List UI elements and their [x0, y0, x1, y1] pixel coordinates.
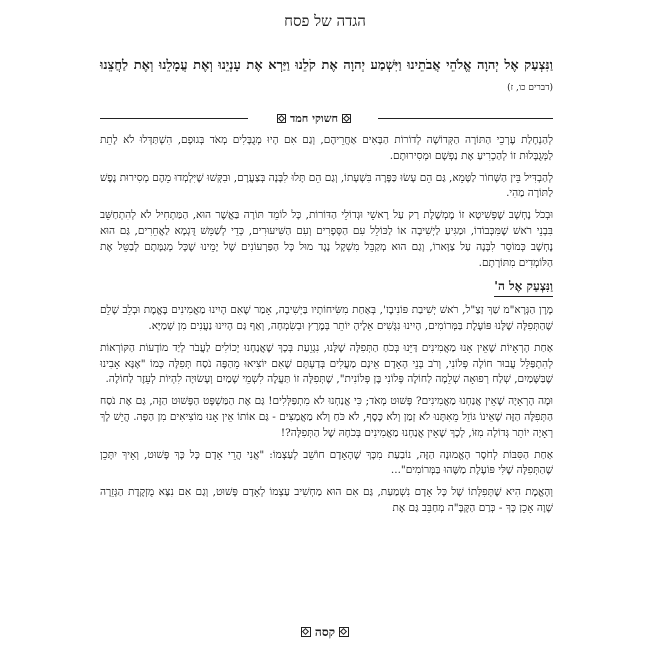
- page-number: קסה: [314, 624, 336, 639]
- ornament-icon: [301, 627, 311, 637]
- paragraph: אַחַת הָרְאָיוֹת שֶׁאֵין אָנוּ מַאֲמִינִים דַּיֵּנוּ בְּכֹחַ הַתְּפִלָּה שֶׁלָּנוּ, נִגְוֵעַת בְּכָךְ שֶׁאֲנַחְנוּ יְכוֹלִים לַעֲבֹר לְיַד מוֹדָעוֹת הַקּוֹרְאוֹת לְהִתְפַּלֵּל עֲבוּר חוֹלֶה פְּלוֹנִי, וְרֹב בְּנֵי הָאָדָם אֵינָם מַעֲלִים בְּדַעְתָּם שֶׁאִם יוֹצִיאוּ מֵהַפֶּה נֹסַח תְּפִלָּה כְּמוֹ "אָנָּא אָבִינוּ שֶׁבַּשָּׁמַיִם, שְׁלַח רְפוּאָה שְׁלֵמָה לַחוֹלֶה פְּלוֹנִי בֶּן פְּלוֹנִית", שֶׁתְּפִלָּה זוֹ תַּעֲלֶה לִשְׁמֵי שָׁמַיִם וְעָשׂוּיָה לִהְיוֹת לְעֵזֶר לַחוֹלֶה.: [100, 341, 553, 386]
- paragraph: לְהַנְחָלַת עֶרְכֵי הַתּוֹרָה הַקְּדוֹשָׁה לְדוֹרוֹת הַבָּאִים אַחֲרֵיהֶם, וְגַם אִם הָיוּ מְגֻבָּלִים מְאֹד בְּגוּפָם, הִשְׁתַּדְּלוּ לֹא לָתֵת לַמְּגֻבָּלוּת זוֹ לְהַכְרִיעַ אֶת נַפְשָׁם וּמְסִירוּתָם.: [100, 134, 553, 162]
- verse-text: וַנִּצְעַק אֶל יְהוָה אֱלֹהֵי אֲבֹתֵינוּ וַיִּשְׁמַע יְהוָה אֶת קֹלֵנוּ וַיַּרְא אֶת עָנְיֵנוּ וְאֶת עֲמָלֵנוּ וְאֶת לַחֲצֵנוּ: [100, 58, 553, 73]
- section-divider: [100, 111, 553, 125]
- ornament-icon: [339, 627, 349, 637]
- divider-line-left: [100, 118, 248, 119]
- body-text: [100, 133, 553, 523]
- paragraph: וּבְכֹל נֶחְשָׁב שֶׁפְּשִׁיטָא זוֹ מֶמְשֶׁלֶת רַק עַל רָאשֵׁי וּגְדוֹלֵי הַדּוֹרוֹת, כָּל לוֹמֵד תּוֹרָה בַּאֲשֶׁר הוּא, הַמַּתְחִיל לֹא לְהִתְחַשֵּׁב בִּבְנֵי רֹאשׁ שֶׁמִּכְּבוֹדוֹ, וּמַגִּיעַ לַיְשִׁיבָה אוֹ לַכּוֹלֵל עִם הַסְּפָרִים וְעִם הַשִּׁיעוּרִים, כְּדֵי לְשַׁמֵּשׁ דֻּגְמָא לַאֲחֵרִים, גַּם הוּא נֶחְשָׁב כְּמוֹסֵר לִבָּנָה עַל צַוָּארוֹ, וְגַם הוּא מְקַבֵּל מִשְׁקָל נֶגֶד מוּל כָּל הַפַּרְעוֹנִים שֶׁל יָמֵינוּ שֶׁכָּל מְגַמָּתָם לְבַטֵּל אֶת הַלּוֹמְדִים מִתּוֹרָתָם.: [100, 209, 553, 269]
- ornament-icon: [342, 114, 351, 123]
- page-header: הגדה של פסח: [284, 12, 366, 30]
- verse-reference: (דברים כו, ז): [507, 83, 553, 93]
- divider-line-right: [378, 118, 553, 119]
- verse-block: [100, 55, 553, 99]
- subheading: וַנִּצְעַק אֶל ה': [494, 279, 553, 297]
- section-title: חשוקי חמד: [289, 111, 339, 125]
- page-footer: [0, 624, 650, 640]
- paragraph: לְהַבְדִּיל בֵּין הַשָּׁחוֹר לַטָּמֵא, גַּם הֵם עָשׂוּ כַּפָּרָה בִּשְׁעָתוֹ, וְגַם הֵם תָּלוּ לִבָּנָה בְּצַעֲרָם, וּבִקְּשׁוּ שֶׁיִּלְמְדוּ מֵהֶם מְסִירוּת נֶפֶשׁ לַתּוֹרָה מַהִי.: [100, 171, 553, 200]
- paragraph: וְהָאֱמֶת הִיא שֶׁתְּפִלָּתוֹ שֶׁל כָּל אָדָם נִשְׁמַעַת, גַּם אִם הוּא מַחְשִׁיב עַצְמוֹ לְאָדָם פָּשׁוּט, וְגַם אִם נִצָּא מֻזְקֶדֶת הַגְּזֵרָה שָׁוָה אָכֵן כָּךְ - כְּרַם הַקָּבָּ"ה מְחַבֵּב גַּם אֶת: [100, 486, 553, 514]
- subheading-wrap: [100, 277, 553, 297]
- ornament-icon: [277, 114, 286, 123]
- paragraph: אַחַת הַסִּבּוֹת לְחֹסֶר הָאֱמוּנָה הַזֶּה, נוֹבַעַת מִכָּךְ שֶׁהָאָדָם חוֹשֵׁב לְעַצְמוֹ: "אֲנִי הֲרֵי אָדָם כָּל כָּךְ פָּשׁוּט, וְאֵיךְ יִתָּכֵן שֶׁהַתְּפִלָּה שֶׁלִּי פּוֹעֶלֶת מַשֶּׁהוּ בַּמְּרוֹמִים"...: [100, 448, 553, 477]
- paragraph: וּמָה הָרְאָיָה שֶׁאֵין אֲנַחְנוּ מַאֲמִינִים? פָּשׁוּט מְאֹד; כִּי אֲנַחְנוּ לֹא מִתְפַּלְּלִים! גַּם אֶת הַמַּשְׁפָּט הַפָּשׁוּט הַזֶּה, גַּם אֶת נֹסַח הַתְּפִלָּה הַזֶּה שֶׁאֵינוֹ גּוֹזֵל מֵאִתָּנוּ לֹא זְמַן וְלֹא כֶּסֶף, לֹא כֹּחַ וְלֹא מַאֲמַצִּים - גַּם אוֹתוֹ אֵין אָנוּ מוֹצִיאִים מִן הַפֶּה. הֲיֵשׁ לָךְ רְאָיָה יוֹתֵר גְּדוֹלָה מִזּוֹ, לְכָךְ שֶׁאֵין אֲנַחְנוּ מַאֲמִינִים בְּכֹחָהּ שֶׁל הַתְּפִלָּה?!: [100, 395, 553, 439]
- paragraph: מָרָן הַגְּרָא"מ שַׁךְ זַצַ"ל, רֹאשׁ יְשִׁיבַת פּוֹנִיבֶז', בְּאַחַת מִשִּׂיחוֹתָיו בַּיְשִׁיבָה, אָמַר שֶׁאִם הָיִינוּ מַאֲמִינִים בֶּאֱמֶת וּבְלֵב שָׁלֵם שֶׁהַתְּפִלָּה שֶׁלָּנוּ פּוֹעֶלֶת בַּמְּרוֹמִים, הָיִינוּ נִגָּשִׁים אֵלֶיהָ יוֹתֵר בְּמֶרֶץ וּבְשִׂמְחָה, וְאַף גַּם הָיִינוּ נַעֲנִים מִן שְׁמַיָּא.: [100, 304, 553, 332]
- section-title-group: [252, 111, 376, 125]
